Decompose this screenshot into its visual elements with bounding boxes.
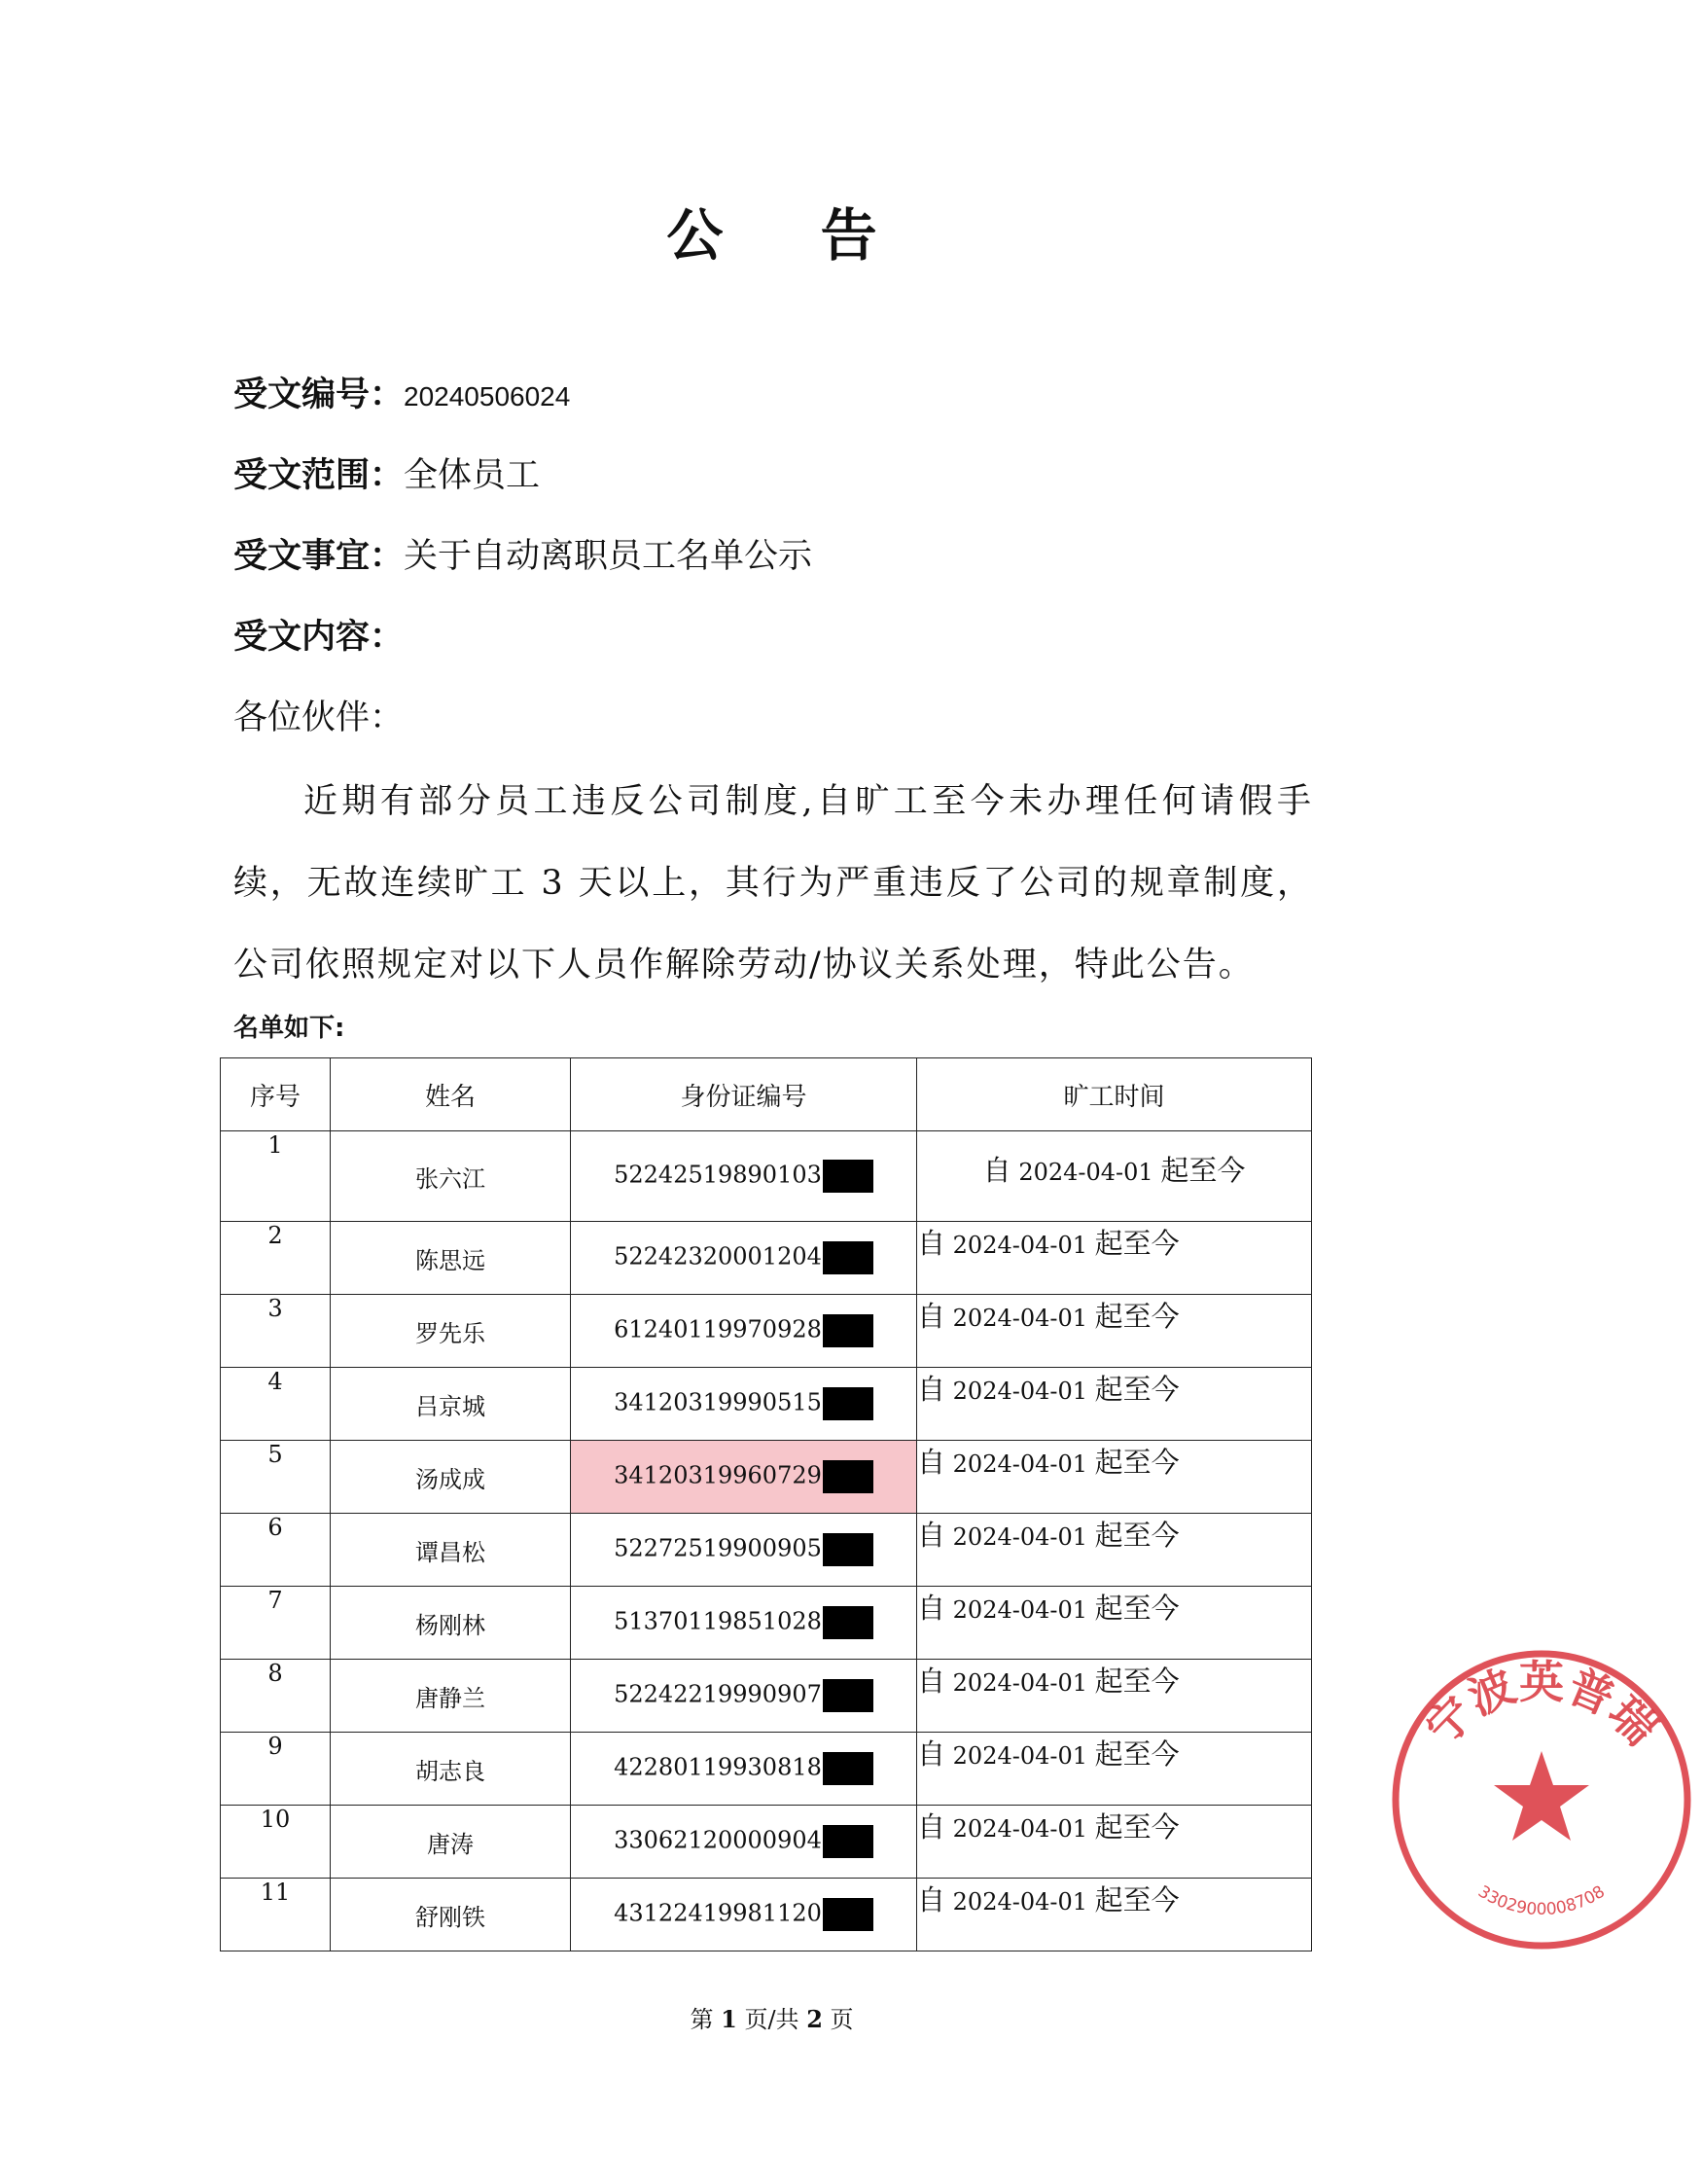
cell-no: 10 xyxy=(221,1806,331,1879)
time-date: 2024-04-01 xyxy=(952,1378,1088,1405)
footer-middle: 页/共 xyxy=(744,2006,799,2033)
footer-suffix: 页 xyxy=(830,2006,854,2033)
id-number: 42280119930818 xyxy=(614,1753,822,1781)
page-title: 公 告 xyxy=(666,202,916,269)
cell-time xyxy=(917,1514,1312,1587)
content-label: 受文内容： xyxy=(233,618,405,657)
table-header-row xyxy=(221,1058,1312,1131)
redaction-block xyxy=(823,1241,873,1274)
time-prefix: 自 xyxy=(917,1737,946,1771)
subject-value: 关于自动离职员工名单公示 xyxy=(404,537,813,576)
time-suffix: 起至今 xyxy=(1094,1519,1180,1552)
cell-id xyxy=(571,1660,917,1733)
employee-table xyxy=(220,1057,1312,1951)
time-prefix: 自 xyxy=(982,1154,1011,1187)
cell-no: 1 xyxy=(221,1131,331,1222)
scope-field xyxy=(233,448,540,497)
cell-name: 杨刚林 xyxy=(331,1587,571,1660)
cell-name: 胡志良 xyxy=(331,1733,571,1806)
table-row xyxy=(221,1441,1312,1514)
cell-name: 唐静兰 xyxy=(331,1660,571,1733)
cell-no: 8 xyxy=(221,1660,331,1733)
time-prefix: 自 xyxy=(917,1665,946,1698)
cell-time xyxy=(917,1806,1312,1879)
time-prefix: 自 xyxy=(917,1592,946,1625)
list-heading: 名单如下: xyxy=(233,1014,345,1043)
cell-id xyxy=(571,1441,917,1514)
time-suffix: 起至今 xyxy=(1094,1665,1180,1698)
id-number: 52272519900905 xyxy=(614,1534,822,1562)
id-number: 34120319990515 xyxy=(614,1388,822,1416)
time-suffix: 起至今 xyxy=(1094,1592,1180,1625)
id-number: 52242519890103 xyxy=(614,1161,822,1189)
footer-prefix: 第 xyxy=(690,2006,714,2033)
redaction-block xyxy=(823,1825,873,1858)
time-prefix: 自 xyxy=(917,1883,946,1916)
cell-name: 汤成成 xyxy=(331,1441,571,1514)
footer-total: 2 xyxy=(806,2005,823,2033)
table-row xyxy=(221,1806,1312,1879)
table-row xyxy=(221,1368,1312,1441)
cell-time xyxy=(917,1660,1312,1733)
cell-time xyxy=(917,1131,1312,1222)
page-footer xyxy=(0,2000,1543,2034)
id-number: 34120319960729 xyxy=(614,1461,822,1489)
cell-no: 2 xyxy=(221,1222,331,1295)
header-time: 旷工时间 xyxy=(917,1058,1312,1131)
greeting: 各位伙伴： xyxy=(233,698,405,737)
cell-time xyxy=(917,1368,1312,1441)
time-date: 2024-04-01 xyxy=(952,1888,1088,1915)
table-row xyxy=(221,1295,1312,1368)
scope-value: 全体员工 xyxy=(404,456,541,495)
doc-number-label: 受文编号： xyxy=(233,376,405,414)
cell-id xyxy=(571,1879,917,1951)
table-row xyxy=(221,1879,1312,1951)
time-date: 2024-04-01 xyxy=(952,1305,1088,1332)
time-suffix: 起至今 xyxy=(1094,1300,1180,1333)
cell-id xyxy=(571,1368,917,1441)
cell-id xyxy=(571,1131,917,1222)
cell-id xyxy=(571,1806,917,1879)
cell-name: 唐涛 xyxy=(331,1806,571,1879)
time-date: 2024-04-01 xyxy=(952,1523,1088,1551)
id-number: 51370119851028 xyxy=(614,1607,822,1635)
redaction-block xyxy=(823,1679,873,1712)
svg-text:宁波英普瑞: 宁波英普瑞 xyxy=(1415,1656,1668,1756)
redaction-block xyxy=(823,1898,873,1931)
time-suffix: 起至今 xyxy=(1094,1373,1180,1406)
table-row xyxy=(221,1733,1312,1806)
redaction-block xyxy=(823,1387,873,1420)
time-date: 2024-04-01 xyxy=(952,1815,1088,1843)
time-date: 2024-04-01 xyxy=(952,1742,1088,1770)
time-date: 2024-04-01 xyxy=(952,1669,1088,1697)
cell-name: 舒刚铁 xyxy=(331,1879,571,1951)
cell-no: 7 xyxy=(221,1587,331,1660)
time-suffix: 起至今 xyxy=(1094,1227,1180,1260)
id-number: 61240119970928 xyxy=(614,1315,822,1343)
doc-number-field xyxy=(233,368,570,416)
table-row xyxy=(221,1587,1312,1660)
cell-id xyxy=(571,1587,917,1660)
cell-id xyxy=(571,1514,917,1587)
time-suffix: 起至今 xyxy=(1160,1154,1246,1187)
redaction-block xyxy=(823,1160,873,1193)
subject-field xyxy=(233,529,812,578)
redaction-block xyxy=(823,1533,873,1566)
header-id: 身份证编号 xyxy=(571,1058,917,1131)
cell-time xyxy=(917,1733,1312,1806)
time-date: 2024-04-01 xyxy=(952,1450,1088,1478)
time-prefix: 自 xyxy=(917,1300,946,1333)
id-number: 33062120000904 xyxy=(614,1826,822,1854)
table-row xyxy=(221,1660,1312,1733)
svg-text:3302900008708: 3302900008708 xyxy=(1474,1881,1609,1920)
cell-name: 罗先乐 xyxy=(331,1295,571,1368)
redaction-block xyxy=(823,1752,873,1785)
cell-time xyxy=(917,1587,1312,1660)
time-prefix: 自 xyxy=(917,1227,946,1260)
time-suffix: 起至今 xyxy=(1094,1810,1180,1844)
header-no: 序号 xyxy=(221,1058,331,1131)
time-suffix: 起至今 xyxy=(1094,1883,1180,1916)
cell-name: 张六江 xyxy=(331,1131,571,1222)
table-row xyxy=(221,1131,1312,1222)
subject-label: 受文事宜： xyxy=(233,537,405,576)
cell-no: 4 xyxy=(221,1368,331,1441)
doc-number-value: 20240506024 xyxy=(404,381,571,412)
table-body xyxy=(221,1131,1312,1951)
cell-time xyxy=(917,1222,1312,1295)
time-prefix: 自 xyxy=(917,1810,946,1844)
id-number: 43122419981120 xyxy=(614,1899,822,1927)
cell-id xyxy=(571,1222,917,1295)
content-field xyxy=(233,610,404,659)
cell-name: 吕京城 xyxy=(331,1368,571,1441)
cell-time xyxy=(917,1295,1312,1368)
table-row xyxy=(221,1514,1312,1587)
time-suffix: 起至今 xyxy=(1094,1737,1180,1771)
scope-label: 受文范围： xyxy=(233,456,405,495)
time-date: 2024-04-01 xyxy=(1018,1159,1153,1186)
time-prefix: 自 xyxy=(917,1446,946,1479)
cell-time xyxy=(917,1879,1312,1951)
header-name: 姓名 xyxy=(331,1058,571,1131)
redaction-block xyxy=(823,1606,873,1639)
time-prefix: 自 xyxy=(917,1373,946,1406)
cell-id xyxy=(571,1295,917,1368)
cell-id xyxy=(571,1733,917,1806)
cell-name: 谭昌松 xyxy=(331,1514,571,1587)
redaction-block xyxy=(823,1314,873,1347)
cell-no: 11 xyxy=(221,1879,331,1951)
notice-body: 近期有部分员工违反公司制度,自旷工至今未办理任何请假手续，无故连续旷工 3 天以上，其行为严重违反了公司的规章制度，公司依照规定对以下人员作解除劳动/协议关系处理，特此公告。 xyxy=(233,782,1313,985)
cell-name: 陈思远 xyxy=(331,1222,571,1295)
footer-page: 1 xyxy=(721,2005,737,2033)
time-date: 2024-04-01 xyxy=(952,1232,1088,1259)
time-suffix: 起至今 xyxy=(1094,1446,1180,1479)
cell-no: 9 xyxy=(221,1733,331,1806)
cell-time xyxy=(917,1441,1312,1514)
redaction-block xyxy=(823,1460,873,1493)
cell-no: 3 xyxy=(221,1295,331,1368)
cell-no: 6 xyxy=(221,1514,331,1587)
cell-no: 5 xyxy=(221,1441,331,1514)
time-date: 2024-04-01 xyxy=(952,1596,1088,1624)
id-number: 52242320001204 xyxy=(614,1242,822,1271)
table-row xyxy=(221,1222,1312,1295)
id-number: 52242219990907 xyxy=(614,1680,822,1708)
time-prefix: 自 xyxy=(917,1519,946,1552)
company-seal-icon xyxy=(1381,1639,1702,1960)
